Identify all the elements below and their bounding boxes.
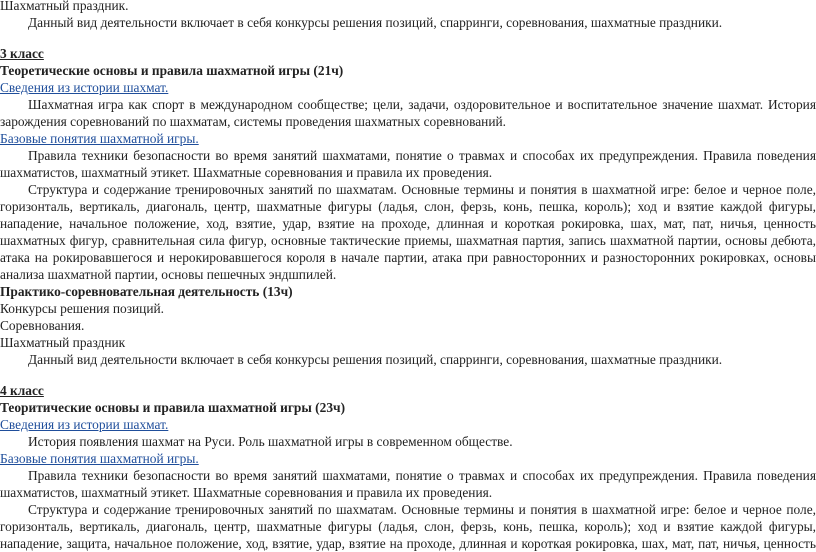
grade3-structure-line-6: анализа шахматной партии, основы пешечных эндшпилей. <box>0 267 337 282</box>
grade4-structure-line-1: Структура и содержание тренировочных занятий по шахматам. Основные термины и понятия в шахматной игре: белое и черное поле, <box>28 502 816 517</box>
grade3-practice-item-2: Соревнования. <box>0 318 85 333</box>
grade4-concepts-title: Базовые понятия шахматной игры. <box>0 451 199 466</box>
grade4-safety-line-2: шахматистов, шахматный этикет. Шахматные соревнования и правила их проведения. <box>0 485 493 500</box>
grade3-structure-line-1: Структура и содержание тренировочных занятий по шахматам. Основные термины и понятия в шахматной игре: белое и черное поле, <box>28 182 816 197</box>
grade3-structure-line-3: нападение, начальное положение, ход, взятие, удар, взятие на проходе, длинная и короткая рокировка, шах, мат, пат, ничья, ценность <box>0 216 816 231</box>
festival-title: Шахматный праздник. <box>0 0 129 13</box>
grade3-structure-line-2: горизонталь, вертикаль, диагональ, центр, шахматные фигуры (ладья, слон, ферзь, конь, пешка, король); ход и взятие каждой фигуры, <box>0 199 816 214</box>
grade4-history-text: История появления шахмат на Руси. Роль шахматной игры в современном обществе. <box>28 434 513 449</box>
grade3-structure-line-5: атака на рокировавшегося и нерокировавшегося короля в начале партии, атака при равносторонних и разносторонних рокировках, основы <box>0 250 816 265</box>
grade4-safety-line-1: Правила техники безопасности во время занятий шахматами, понятие о травмах и способах их предупреждения. Правила поведения <box>28 468 816 483</box>
grade3-practice-item-1: Конкурсы решения позиций. <box>0 301 165 316</box>
grade4-structure-line-3: нападение, защита, начальное положение, ход, взятие, удар, взятие на проходе, длинная и короткая рокировка, шах, мат, пат, ничья, ценность <box>0 536 816 551</box>
grade3-history-title: Сведения из истории шахмат. <box>0 80 169 95</box>
grade4-theory-title: Теоритические основы и правила шахматной игры (23ч) <box>0 400 346 415</box>
grade3-heading: 3 класс <box>0 46 44 61</box>
grade4-heading: 4 класс <box>0 383 44 398</box>
grade3-concepts-title: Базовые понятия шахматной игры. <box>0 131 199 146</box>
grade3-structure-line-4: шахматных фигур, сравнительная сила фигур, основные тактические приемы, шахматная партия, запись шахматной партии, основы дебюта, <box>0 233 816 248</box>
grade3-safety-line-1: Правила техники безопасности во время занятий шахматами, понятие о травмах и способах их предупреждения. Правила поведения <box>28 148 816 163</box>
grade3-theory-title: Теоретические основы и правила шахматной игры (21ч) <box>0 63 344 78</box>
grade4-history-title: Сведения из истории шахмат. <box>0 417 169 432</box>
grade3-safety-line-2: шахматистов, шахматный этикет. Шахматные соревнования и правила их проведения. <box>0 165 493 180</box>
grade3-history-line-2: зарождения соревнований по шахматам, системы проведения шахматных соревнований. <box>0 114 507 129</box>
grade4-structure-line-2: горизонталь, вертикаль, диагональ, центр, шахматные фигуры (ладья, слон, ферзь, конь, пешка, король); ход и взятие каждой фигуры, <box>0 519 816 534</box>
grade3-practice-item-3: Шахматный праздник <box>0 335 126 350</box>
grade3-history-line-1: Шахматная игра как спорт в международном сообществе; цели, задачи, оздоровительное и воспитательное значение шахмат. История <box>28 97 816 112</box>
grade3-practice-title: Практико-соревновательная деятельность (13ч) <box>0 284 293 299</box>
festival-text: Данный вид деятельности включает в себя конкурсы решения позиций, спарринги, соревнования, шахматные праздники. <box>28 15 723 30</box>
grade3-practice-text: Данный вид деятельности включает в себя конкурсы решения позиций, спарринги, соревнования, шахматные праздники. <box>28 352 723 367</box>
